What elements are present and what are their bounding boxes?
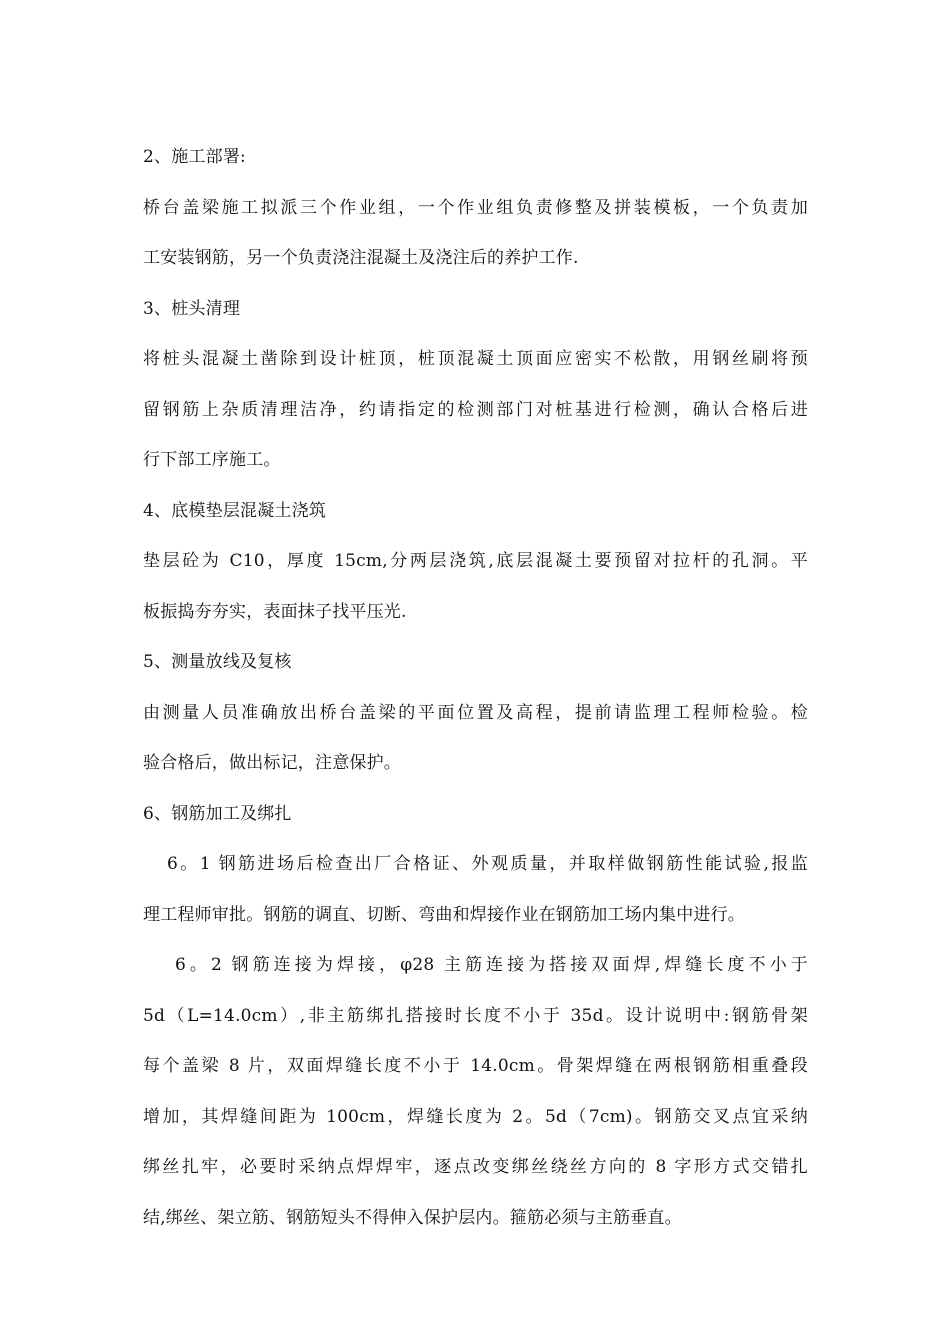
- subsection-6-2-line: 结,绑丝、架立筋、钢筋短头不得伸入保护层内。箍筋必须与主筋垂直。: [143, 1207, 682, 1228]
- subsection-6-1-line: 理工程师审批。钢筋的调直、切断、弯曲和焊接作业在钢筋加工场内集中进行。: [143, 904, 745, 925]
- paragraph-line: 验合格后，做出标记，注意保护。: [143, 753, 401, 773]
- paragraph-line: 板振捣夯夯实，表面抹子找平压光.: [143, 601, 407, 622]
- document-body: [143, 132, 808, 1243]
- paragraph-line: 工安装钢筋，另一个负责浇注混凝土及浇注后的养护工作.: [143, 248, 579, 268]
- heading-rebar-processing: 6、钢筋加工及绑扎: [143, 803, 292, 824]
- heading-bottom-cushion-concrete: 4、底模垫层混凝土浇筑: [143, 500, 327, 521]
- paragraph-line: 行下部工序施工。: [143, 450, 281, 470]
- paragraph-line: 垫层砼为 C10，厚度 15cm,分两层浇筑,底层混凝土要预留对拉杆的孔洞。平: [143, 551, 808, 571]
- paragraph-line: 留钢筋上杂质清理洁净，约请指定的检测部门对桩基进行检测，确认合格后进: [143, 399, 808, 420]
- heading-survey-setout: 5、测量放线及复核: [143, 652, 292, 672]
- heading-construction-deployment: 2、施工部署:: [143, 147, 246, 167]
- subsection-6-2-line: 6。2 钢筋连接为焊接，φ28 主筋连接为搭接双面焊,焊缝长度不小于: [175, 955, 808, 975]
- subsection-6-2-line: 5d（L=14.0cm）,非主筋绑扎搭接时长度不小于 35d。设计说明中:钢筋骨架: [143, 1005, 808, 1026]
- subsection-6-2-line: 绑丝扎牢，必要时采纳点焊焊牢，逐点改变绑丝绕丝方向的 8 字形方式交错扎: [143, 1157, 808, 1177]
- subsection-6-1-line: 6。1 钢筋进场后检查出厂合格证、外观质量，并取样做钢筋性能试验,报监: [167, 854, 808, 874]
- paragraph-line: 由测量人员准确放出桥台盖梁的平面位置及高程，提前请监理工程师检验。检: [143, 702, 808, 723]
- heading-pile-head-cleaning: 3、桩头清理: [143, 298, 241, 319]
- paragraph-line: 将桩头混凝土凿除到设计桩顶，桩顶混凝土顶面应密实不松散，用钢丝刷将预: [143, 349, 808, 369]
- subsection-6-2-line: 每个盖梁 8 片，双面焊缝长度不小于 14.0cm。骨架焊缝在两根钢筋相重叠段: [143, 1056, 808, 1076]
- subsection-6-2-line: 增加，其焊缝间距为 100cm，焊缝长度为 2。5d（7cm)。钢筋交叉点宜采纳: [143, 1106, 808, 1127]
- paragraph-line: 桥台盖梁施工拟派三个作业组，一个作业组负责修整及拼装模板，一个负责加: [143, 197, 808, 218]
